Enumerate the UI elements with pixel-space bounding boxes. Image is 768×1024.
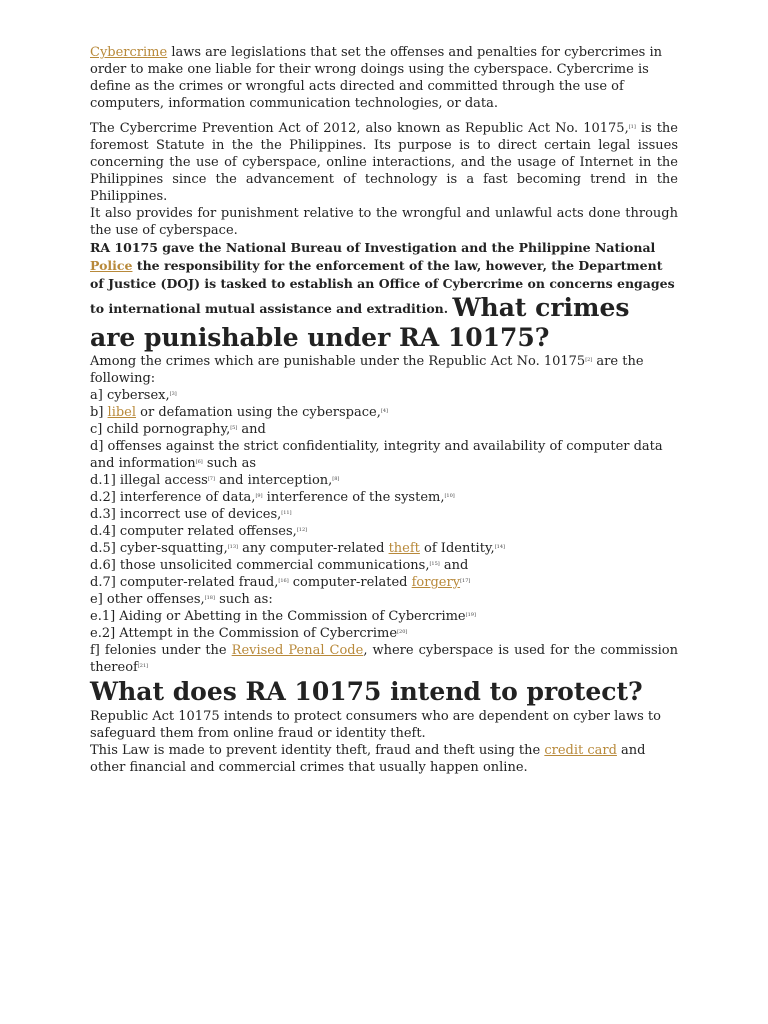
footnote-ref[interactable]: [2] [585, 357, 593, 363]
list-item-d4: d.4] computer related offenses,[12] [90, 524, 308, 539]
police-link[interactable]: Police [90, 258, 133, 273]
crimes-intro-b: are the following: [90, 354, 644, 386]
footnote-ref[interactable]: [9] [255, 493, 263, 499]
crimes-heading: What crimes are punishable under RA 10175? [90, 293, 630, 352]
footnote-ref[interactable]: [6] [195, 459, 203, 465]
footnote-ref[interactable]: [17] [460, 578, 471, 584]
forgery-link[interactable]: forgery [411, 575, 461, 590]
footnote-ref[interactable]: [13] [227, 544, 238, 550]
list-item-d5: d.5] cyber-squatting,[13] any computer-related theft of Identity,[14] [90, 541, 505, 556]
footnote-ref[interactable]: [1] [628, 124, 636, 130]
list-item-e1: e.1] Aiding or Abetting in the Commission of Cybercrime[19] [90, 609, 476, 624]
list-item-f: f] felonies under the Revised Penal Code, where cyberspace is used for the commission thereof[21] [90, 643, 678, 675]
protect-heading: What does RA 10175 intend to protect? [90, 677, 643, 706]
list-item-d1: d.1] illegal access[7] and interception,[8] [90, 473, 340, 488]
enforcement-text-a: RA 10175 gave the National Bureau of Investigation and the Philippine National [90, 240, 656, 255]
list-item-d: d] offenses against the strict confidentiality, integrity and availability of computer data and information[6] such as [90, 439, 663, 471]
list-item-a: a] cybersex,[3] [90, 388, 177, 403]
list-item-e: e] other offenses,[18] such as: [90, 592, 273, 607]
footnote-ref[interactable]: [4] [380, 408, 388, 414]
crimes-intro-a: Among the crimes which are punishable under the Republic Act No. 10175 [90, 354, 586, 369]
list-item-e2: e.2] Attempt in the Commission of Cybercrime[20] [90, 626, 408, 641]
cybercrime-link[interactable]: Cybercrime [90, 45, 168, 60]
act-text-b: is the foremost Statute in the the Philippines. Its purpose is to direct certain legal issues concerning the use of cyberspace, online interactions, and the usage of Internet in the Philippines since the advancement of technology is a fast becoming trend in the Philippines. [90, 121, 678, 204]
footnote-ref[interactable]: [14] [494, 544, 505, 550]
footnote-ref[interactable]: [3] [169, 391, 177, 397]
footnote-ref[interactable]: [19] [465, 612, 476, 618]
footnote-ref[interactable]: [8] [332, 476, 340, 482]
footnote-ref[interactable]: [11] [281, 510, 292, 516]
enforcement-paragraph [90, 239, 678, 353]
credit-card-link[interactable]: credit card [544, 743, 617, 758]
footnote-ref[interactable]: [16] [278, 578, 289, 584]
crimes-intro [90, 353, 678, 387]
enforcement-text-b: the responsibility for the enforcement of the law, however, the Department of Justice (DOJ) is tasked to establish an Office of Cybercrime on concerns engages to international mutual assistance and extradition. [90, 258, 675, 316]
list-item-c: c] child pornography,[5] and [90, 422, 266, 437]
footnote-ref[interactable]: [12] [296, 527, 308, 533]
footnote-ref[interactable]: [15] [429, 561, 440, 567]
footnote-ref[interactable]: [10] [444, 493, 455, 499]
intro-text: laws are legislations that set the offenses and penalties for cybercrimes in order to make one liable for their wrong doings using the cyberspace. Cybercrime is define as the crimes or wrongful acts directed and committed through the use of computers, information communication technologies, or data. [90, 45, 663, 111]
prevention-act-paragraph [90, 120, 678, 205]
punishment-paragraph: It also provides for punishment relative to the wrongful and unlawful acts done through the use of cyberspace. [90, 206, 678, 238]
list-item-b: b] libel or defamation using the cyberspace,[4] [90, 405, 388, 420]
document-body [90, 44, 678, 776]
footnote-ref[interactable]: [21] [137, 663, 149, 669]
act-text-a: The Cybercrime Prevention Act of 2012, also known as Republic Act No. 10175, [90, 121, 629, 136]
list-item-d7: d.7] computer-related fraud,[16] computer-related forgery[17] [90, 575, 471, 590]
theft-link[interactable]: theft [388, 541, 420, 556]
protect-paragraph: Republic Act 10175 intends to protect consumers who are dependent on cyber laws to safeguard them from online fraud or identity theft. [90, 709, 661, 741]
list-item-d6: d.6] those unsolicited commercial communications,[15] and [90, 558, 469, 573]
intro-paragraph [90, 44, 678, 112]
footnote-ref[interactable]: [18] [204, 595, 215, 601]
credit-card-paragraph: This Law is made to prevent identity theft, fraud and theft using the credit card and other financial and commercial crimes that usually happen online. [90, 743, 646, 775]
revised-penal-code-link[interactable]: Revised Penal Code [231, 643, 364, 658]
list-item-d2: d.2] interference of data,[9] interference of the system,[10] [90, 490, 455, 505]
footnote-ref[interactable]: [20] [397, 629, 408, 635]
footnote-ref[interactable]: [5] [230, 425, 238, 431]
libel-link[interactable]: libel [107, 405, 137, 420]
footnote-ref[interactable]: [7] [207, 476, 215, 482]
list-item-d3: d.3] incorrect use of devices,[11] [90, 507, 292, 522]
